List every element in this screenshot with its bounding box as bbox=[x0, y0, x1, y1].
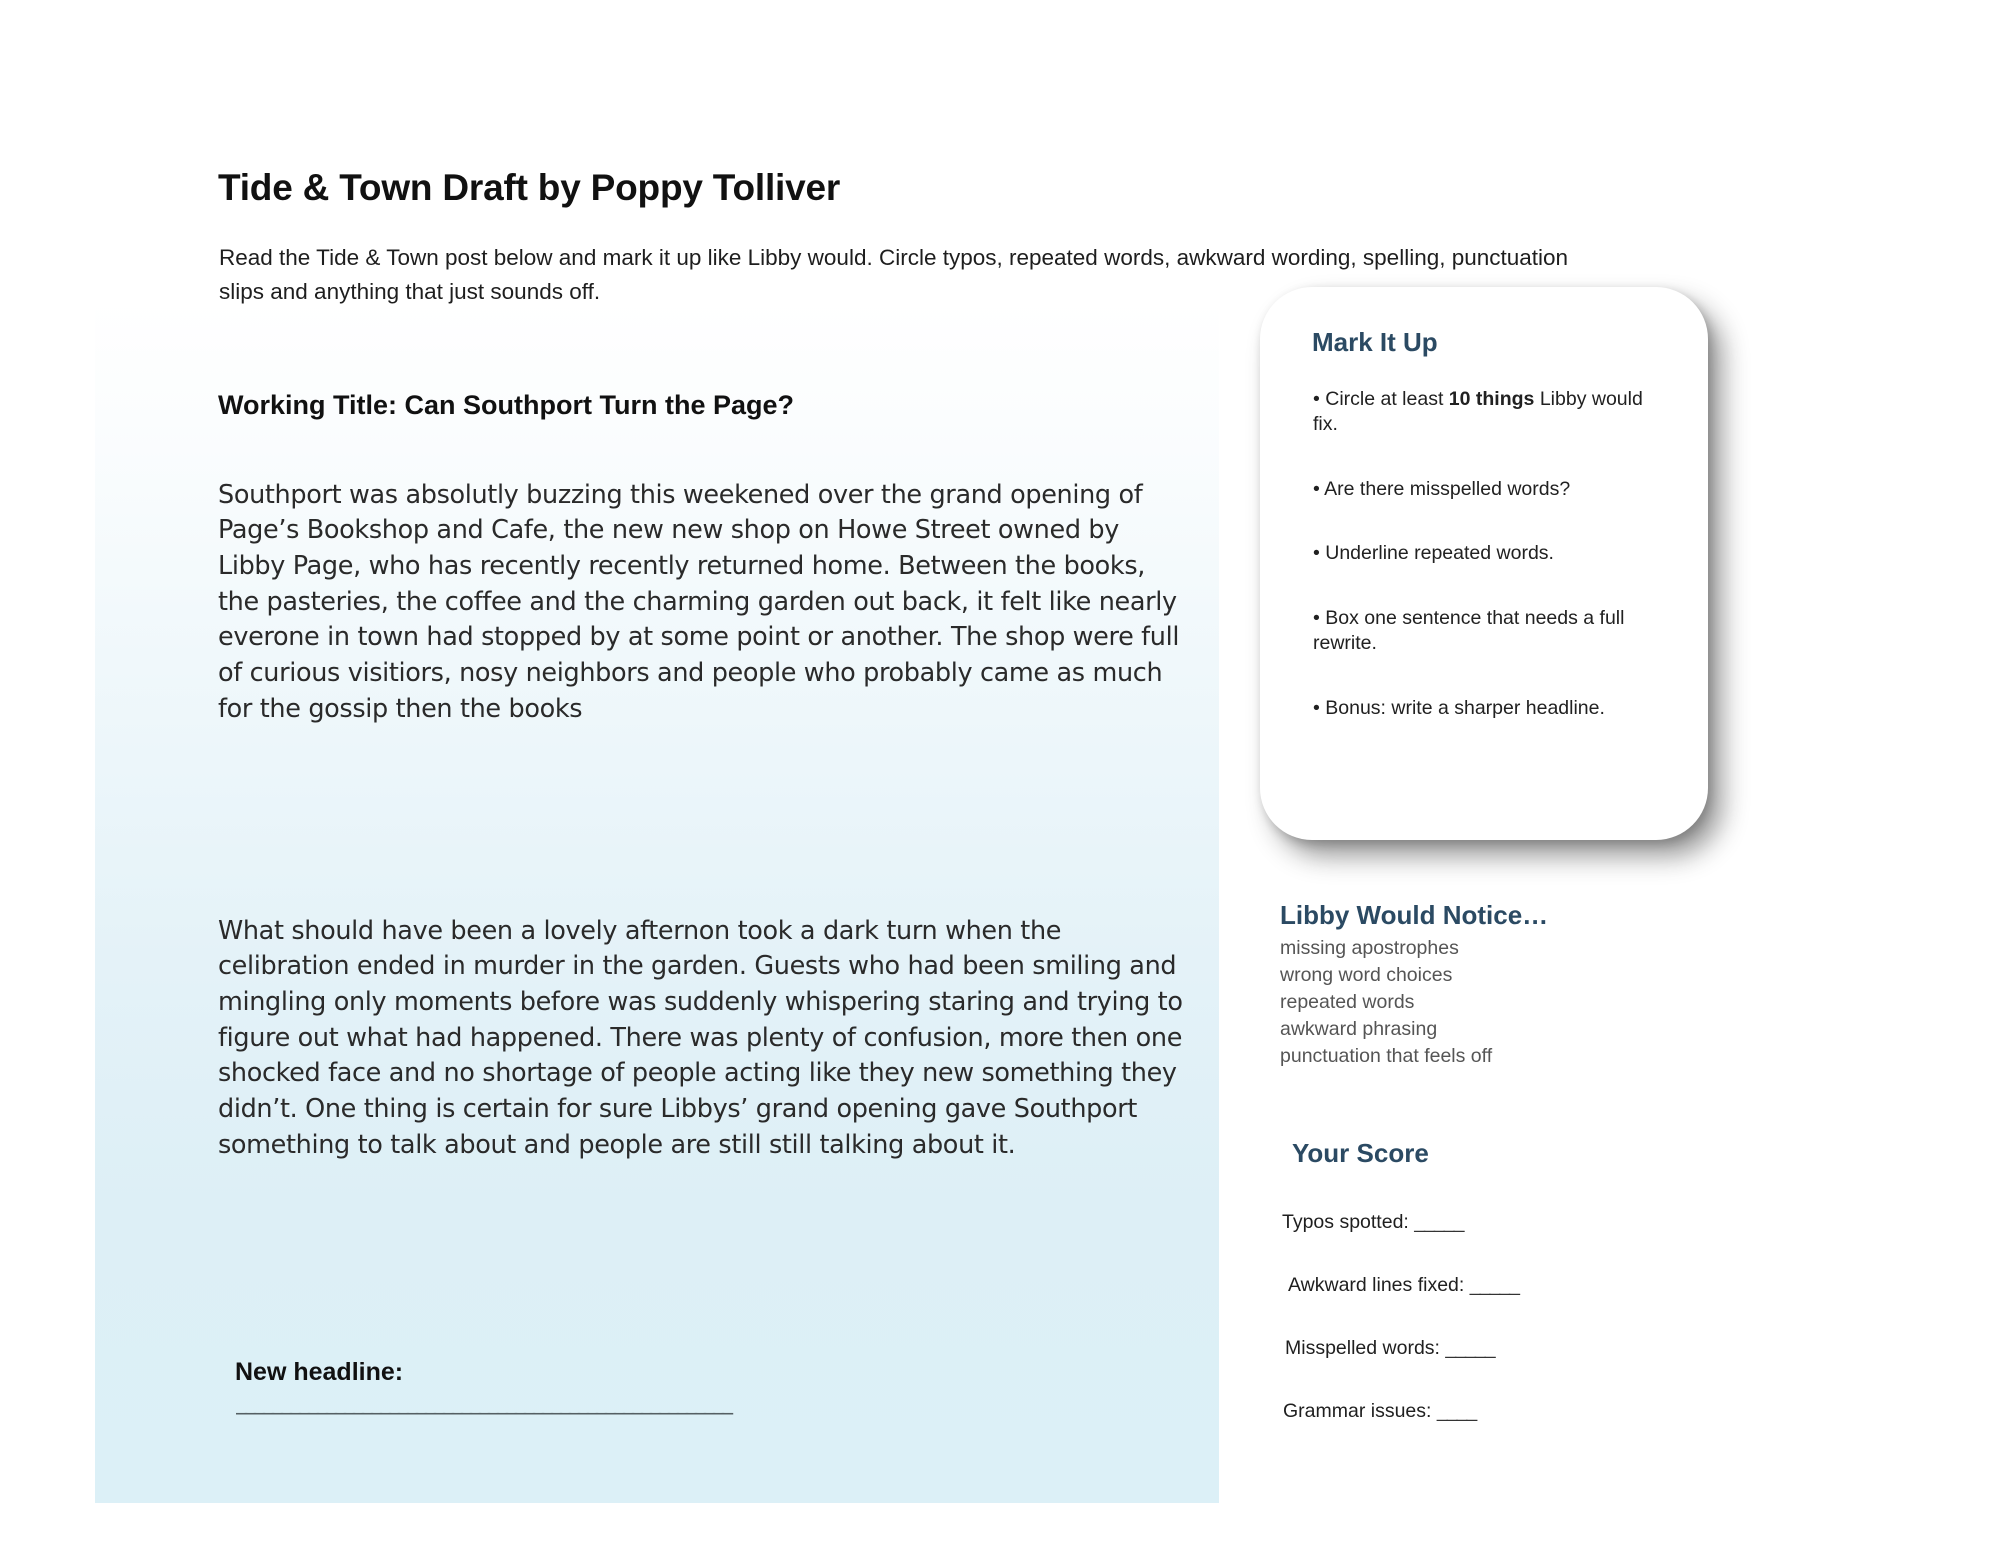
score-row-blank[interactable]: ____ bbox=[1436, 1400, 1477, 1422]
libby-would-notice-section bbox=[1280, 900, 1700, 1070]
score-row[interactable] bbox=[1285, 1337, 1710, 1360]
score-row[interactable] bbox=[1282, 1211, 1710, 1234]
score-row[interactable] bbox=[1283, 1400, 1710, 1423]
mark-it-up-item-text: • Bonus: write a sharper headline. bbox=[1313, 696, 1605, 719]
mark-it-up-item-text: • Box one sentence that needs a full rewrite. bbox=[1313, 607, 1625, 654]
new-headline-label: New headline: bbox=[235, 1358, 404, 1386]
score-row-label: Grammar issues: bbox=[1283, 1400, 1437, 1422]
mark-it-up-checklist bbox=[1313, 387, 1665, 720]
score-row-label: Awkward lines fixed: bbox=[1288, 1274, 1470, 1296]
mark-it-up-card bbox=[1260, 287, 1708, 840]
libby-would-notice-item: punctuation that feels off bbox=[1280, 1044, 1493, 1067]
mark-it-up-item[interactable] bbox=[1313, 606, 1665, 656]
sidebar-column bbox=[1240, 0, 2000, 1545]
score-row-label: Typos spotted: bbox=[1282, 1211, 1415, 1233]
instructions-paragraph: Read the Tide & Town post below and mark it up like Libby would. Circle typos, repeated words, awkward wording, spelling, punctuation slips and anything that just sounds off. bbox=[219, 244, 1569, 304]
working-title-heading: Working Title: Can Southport Turn the Page? bbox=[218, 390, 794, 421]
libby-would-notice-item: missing apostrophes bbox=[1280, 937, 1459, 959]
mark-it-up-item-emphasis: 10 things bbox=[1448, 388, 1535, 410]
mark-it-up-title: Mark It Up bbox=[1312, 327, 1438, 357]
libby-would-notice-item: repeated words bbox=[1280, 990, 1415, 1013]
mark-it-up-item-text: Libby would fix. bbox=[1313, 388, 1643, 435]
mark-it-up-item-text: • Are there misspelled words? bbox=[1313, 477, 1571, 500]
score-row-blank[interactable]: _____ bbox=[1445, 1337, 1495, 1359]
libby-would-notice-title: Libby Would Notice… bbox=[1280, 900, 1549, 930]
mark-it-up-item[interactable] bbox=[1313, 477, 1665, 502]
mark-it-up-item-text: • Underline repeated words. bbox=[1313, 542, 1554, 565]
mark-it-up-item-text: • Circle at least bbox=[1313, 388, 1449, 410]
libby-would-notice-item: wrong word choices bbox=[1280, 963, 1453, 986]
libby-would-notice-list bbox=[1280, 935, 1700, 1070]
mark-it-up-item[interactable] bbox=[1313, 696, 1665, 721]
mark-it-up-item[interactable] bbox=[1313, 387, 1665, 437]
score-row-blank[interactable]: _____ bbox=[1469, 1274, 1519, 1296]
score-row[interactable] bbox=[1288, 1274, 1710, 1297]
libby-would-notice-item: awkward phrasing bbox=[1280, 1017, 1438, 1040]
your-score-list bbox=[1280, 1211, 1710, 1423]
mark-it-up-item[interactable] bbox=[1313, 541, 1665, 566]
new-headline-write-in-line[interactable]: _______________________________________________________ bbox=[236, 1390, 731, 1415]
draft-paragraph: Southport was absolutly buzzing this weekened over the grand opening of Page’s Bookshop and Cafe, the new new shop on Howe Street owned by Libby Page, who has recently recently returned home. Between the books, the pasteries, the coffee and the charming garden out back, it felt like nearly everone in town had stopped by at some point or another. The shop were full of curious visitiors, nosy neighbors and people who probably came as much for the gossip then the books bbox=[218, 479, 1180, 724]
draft-paragraph: What should have been a lovely afternon took a dark turn when the celibration ended in murder in the garden. Guests who had been smiling and mingling only moments before was suddenly whispering staring and trying to figure out what had happened. There was plenty of confusion, more then one shocked face and no shortage of people acting like they new something they didn’t. One thing is certain for sure Libbys’ grand opening gave Southport something to talk about and people are still still talking about it. bbox=[218, 915, 1183, 1160]
page-title: Tide & Town Draft by Poppy Tolliver bbox=[218, 166, 841, 208]
your-score-section bbox=[1280, 1138, 1710, 1423]
score-row-label: Misspelled words: bbox=[1285, 1337, 1446, 1359]
your-score-title: Your Score bbox=[1292, 1138, 1429, 1168]
score-row-blank[interactable]: _____ bbox=[1414, 1211, 1464, 1233]
